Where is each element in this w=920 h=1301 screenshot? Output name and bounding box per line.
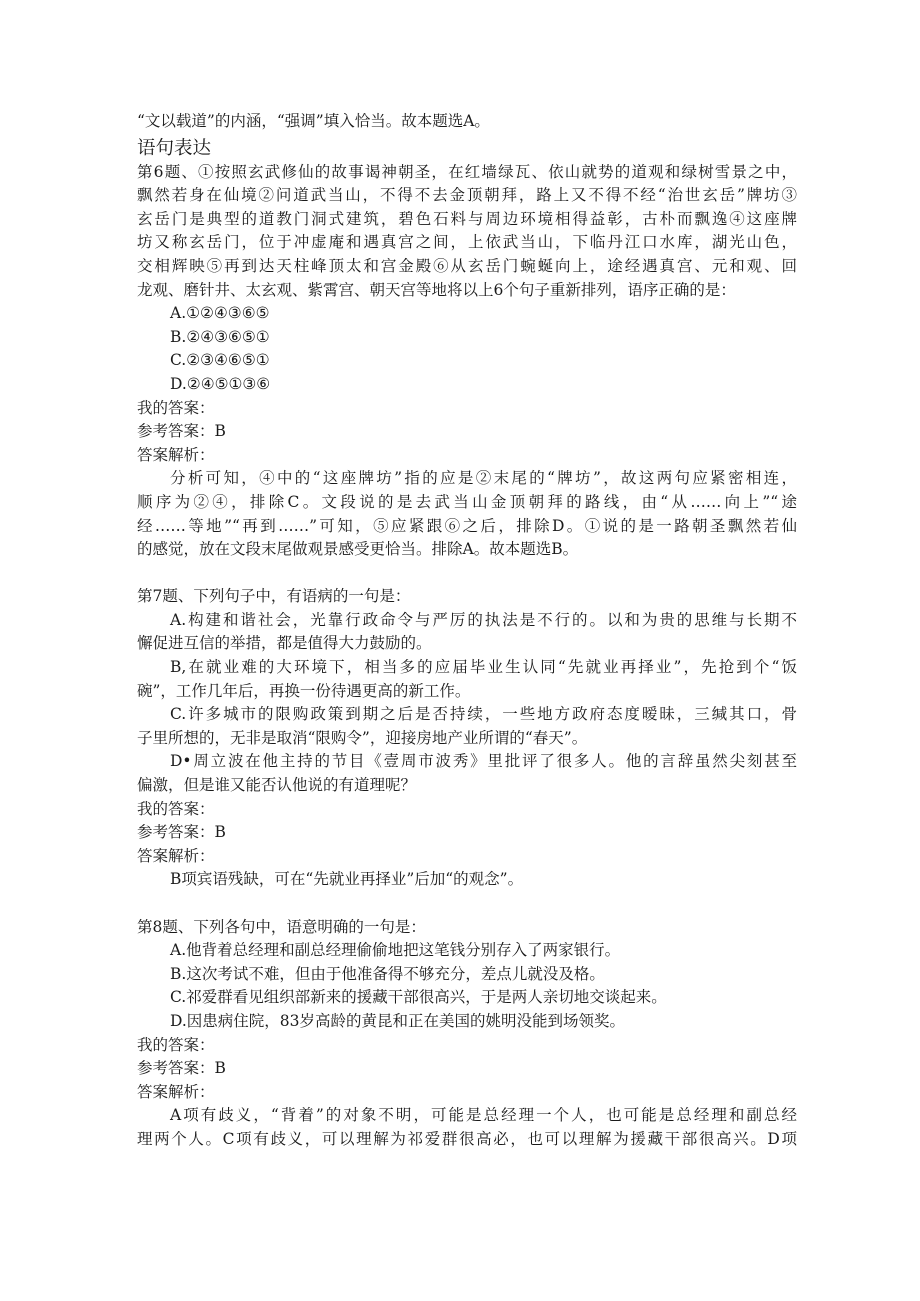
q8-my-answer: 我的答案： [137,1035,215,1054]
q8-option-c: C.祁爱群看见组织部新来的援藏干部很高兴，于是两人亲切地交谈起来。 [170,988,667,1007]
q7-reference-answer: 参考答案：B [137,823,226,842]
question-8 [137,916,797,1152]
q8-option-b: B.这次考试不难，但由于他准备得不够充分，差点儿就没及格。 [170,964,605,983]
q6-reference-answer: 参考答案：B [137,422,226,441]
q6-option-b: B.②④③⑥⑤① [170,327,270,346]
q6-analysis-label: 答案解析： [137,445,215,464]
q6-analysis-line: 经……等地”“再到……”可知，⑤应紧跟⑥之后，排除D。①说的是一路朝圣飘然若仙 [137,516,797,535]
q7-option-c-cont: 子里所想的，无非是取消“限购令”，迎接房地产业所谓的“春天”。 [137,728,588,747]
q6-my-answer: 我的答案： [137,398,215,417]
q7-option-b: B,在就业难的大环境下，相当多的应届毕业生认同“先就业再择业”，先抢到个“饭 [170,658,797,677]
section-heading: 语句表达 [137,137,212,159]
q6-option-a: A.①②④③⑥⑤ [170,304,270,323]
q6-analysis-line: 的感觉，放在文段末尾做观景感受更恰当。排除A。故本题选B。 [137,540,579,559]
q6-stem-line: 玄岳门是典型的道教门洞式建筑，碧色石料与周边环境相得益彰，古朴而飘逸④这座牌 [137,209,797,228]
q7-option-b-cont: 碗”，工作几年后，再换一份待遇更高的新工作。 [137,681,471,700]
q8-analysis-line: A项有歧义，“背着”的对象不明，可能是总经理一个人，也可能是总经理和副总经 [170,1106,797,1125]
intro-line: “文以载道”的内涵，“强调”填入恰当。故本题选A。 [137,112,490,130]
q7-analysis-label: 答案解析： [137,846,215,865]
spacer [137,562,797,586]
q7-analysis: B项宾语残缺，可在“先就业再择业”后加“的观念”。 [170,870,524,889]
q7-stem: 第7题、下列句子中，有语病的一句是： [137,587,411,606]
q7-my-answer: 我的答案： [137,799,215,818]
q6-stem-line: 交相辉映⑤再到达天柱峰顶太和宫金殿⑥从玄岳门蜿蜒向上，途经遇真宫、元和观、回 [137,256,797,275]
q6-analysis-line: 顺序为②④，排除C。文段说的是去武当山金顶朝拜的路线，由“从……向上”“途 [137,492,797,511]
q6-stem-line: 坊又称玄岳门，位于冲虚庵和遇真宫之间，上依武当山，下临丹江口水库，湖光山色， [137,233,797,252]
q6-stem-line: 飘然若身在仙境②问道武当山，不得不去金顶朝拜，路上又不得不经“治世玄岳”牌坊③ [137,186,797,205]
q6-option-d: D.②④⑤①③⑥ [170,374,271,393]
q6-analysis-line: 分析可知，④中的“这座牌坊”指的应是②末尾的“牌坊”，故这两句应紧密相连， [170,469,797,488]
q7-option-d: D•周立波在他主持的节目《壹周市波秀》里批评了很多人。他的言辞虽然尖刻甚至 [170,752,797,771]
document-page [137,110,797,1152]
q6-option-c: C.②③④⑥⑤① [170,351,270,370]
q8-option-a: A.他背着总经理和副总经理偷偷地把这笔钱分别存入了两家银行。 [170,941,621,960]
q7-option-a-cont: 懈促进互信的举措，都是值得大力鼓励的。 [137,634,432,653]
q8-stem: 第8题、下列各句中，语意明确的一句是： [137,917,426,936]
q8-option-d: D.因患病住院，83岁高龄的黄昆和正在美国的姚明没能到场领奖。 [170,1011,626,1030]
q6-stem-line: 第6题、①按照玄武修仙的故事谒神朝圣，在红墙绿瓦、依山就势的道观和绿树雪景之中， [137,162,797,181]
q8-reference-answer: 参考答案：B [137,1059,226,1078]
spacer [137,892,797,916]
q8-analysis-label: 答案解析： [137,1082,215,1101]
q7-option-d-cont: 偏激，但是谁又能否认他说的有道理呢？ [137,776,417,795]
q7-option-a: A.构建和谐社会，光靠行政命令与严厉的执法是不行的。以和为贵的思维与长期不 [170,610,797,629]
question-7 [137,585,797,892]
q7-option-c: C.许多城市的限购政策到期之后是否持续，一些地方政府态度暧昧，三缄其口，骨 [170,705,797,724]
q8-analysis-line: 理两个人。C项有歧义，可以理解为祁爱群很高必，也可以理解为援藏干部很高兴。D项 [137,1129,797,1148]
question-6 [137,161,797,562]
q6-stem-line: 龙观、磨针井、太玄观、紫霄宫、朝天宫等地将以上6个句子重新排列，语序正确的是： [137,280,736,299]
